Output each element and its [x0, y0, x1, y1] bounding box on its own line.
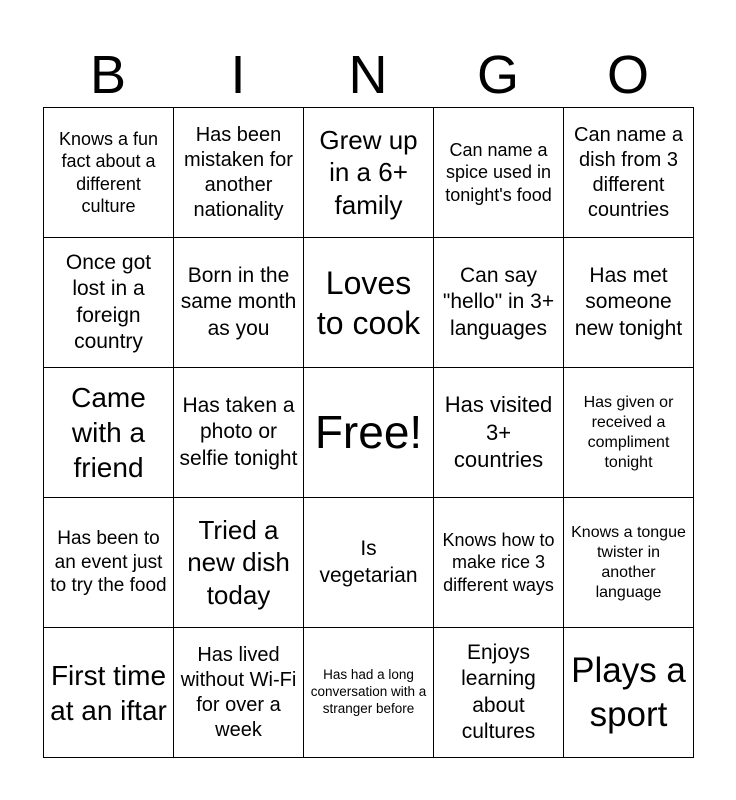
bingo-cell[interactable]: First time at an iftar: [44, 628, 174, 758]
bingo-cell[interactable]: Has lived without Wi-Fi for over a week: [174, 628, 304, 758]
bingo-cell[interactable]: Knows a fun fact about a different culture: [44, 108, 174, 238]
bingo-cell[interactable]: Loves to cook: [304, 238, 434, 368]
header-letter-o: O: [606, 45, 649, 105]
bingo-cell[interactable]: Once got lost in a foreign country: [44, 238, 174, 368]
bingo-cell[interactable]: Knows a tongue twister in another language: [564, 498, 694, 628]
bingo-row: [44, 238, 694, 368]
bingo-row: [44, 108, 694, 238]
header-letter-n: N: [348, 45, 388, 105]
bingo-row: [44, 498, 694, 628]
bingo-cell[interactable]: Has been mistaken for another nationality: [174, 108, 304, 238]
bingo-cell[interactable]: Came with a friend: [44, 368, 174, 498]
bingo-cell[interactable]: Tried a new dish today: [174, 498, 304, 628]
bingo-cell[interactable]: Has taken a photo or selfie tonight: [174, 368, 304, 498]
bingo-cell[interactable]: Can name a dish from 3 different countries: [564, 108, 694, 238]
header-letter-g: G: [476, 45, 519, 105]
bingo-cell[interactable]: Enjoys learning about cultures: [434, 628, 564, 758]
bingo-cell[interactable]: Has visited 3+ countries: [434, 368, 564, 498]
bingo-cell[interactable]: Has had a long conversation with a stranger before: [304, 628, 434, 758]
bingo-cell[interactable]: Has met someone new tonight: [564, 238, 694, 368]
bingo-cell[interactable]: Has given or received a compliment tonight: [564, 368, 694, 498]
header-letter-b: B: [89, 45, 127, 105]
bingo-cell[interactable]: Can say "hello" in 3+ languages: [434, 238, 564, 368]
free-space-cell[interactable]: Free!: [304, 368, 434, 498]
bingo-row: [44, 628, 694, 758]
bingo-cell[interactable]: Knows how to make rice 3 different ways: [434, 498, 564, 628]
bingo-grid: [43, 107, 694, 758]
bingo-cell[interactable]: Is vegetarian: [304, 498, 434, 628]
bingo-cell[interactable]: Can name a spice used in tonight's food: [434, 108, 564, 238]
bingo-cell[interactable]: Plays a sport: [564, 628, 694, 758]
bingo-header: [43, 44, 693, 106]
header-letter-i: I: [230, 45, 246, 105]
bingo-row: [44, 368, 694, 498]
bingo-cell[interactable]: Grew up in a 6+ family: [304, 108, 434, 238]
bingo-cell[interactable]: Has been to an event just to try the food: [44, 498, 174, 628]
bingo-cell[interactable]: Born in the same month as you: [174, 238, 304, 368]
